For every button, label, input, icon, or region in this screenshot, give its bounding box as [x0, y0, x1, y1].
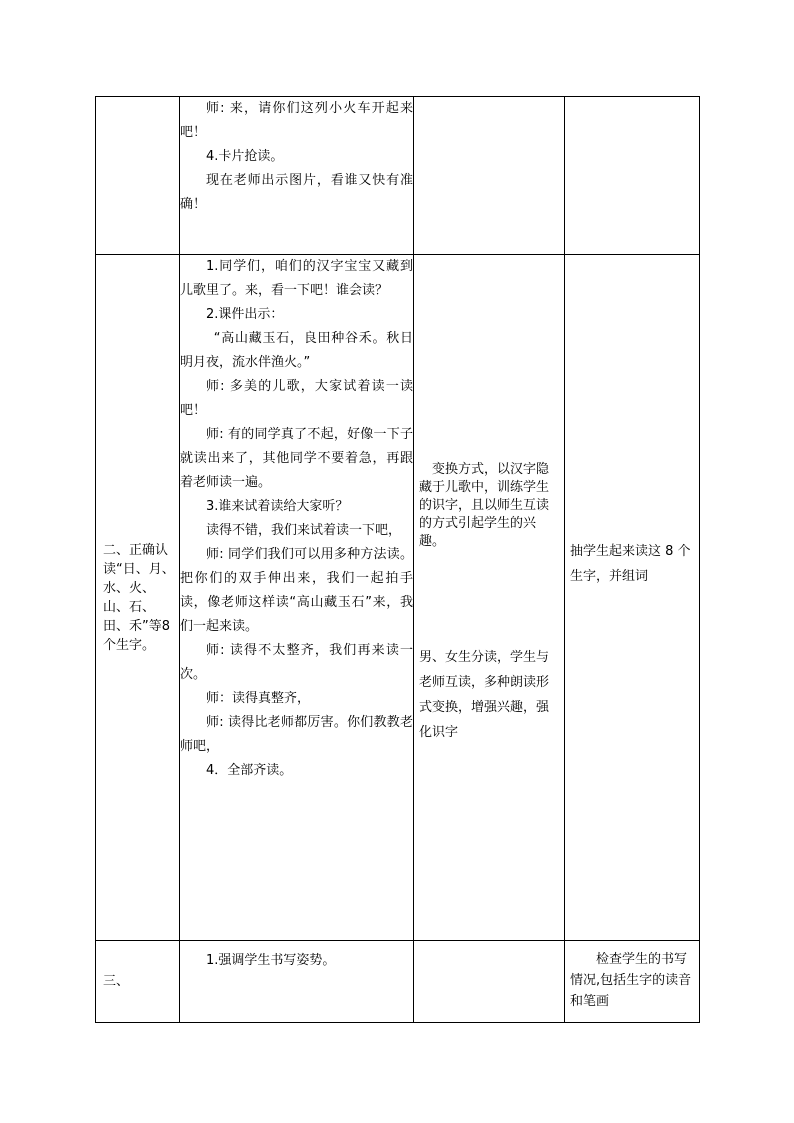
activity-paragraph: 师: 读得不太整齐，我们再来读一次。	[180, 643, 413, 682]
intent-cell	[414, 255, 565, 941]
table-row	[96, 255, 700, 941]
note-text: 抽学生起来读这 8 个生字，并组词	[570, 544, 691, 584]
table-row	[96, 97, 700, 255]
stage-cell	[96, 255, 180, 941]
intent-cell	[414, 97, 565, 255]
activity-paragraph: 师: 有的同学真了不起，好像一下子就读出来了，其他同学不要着急，再跟着老师读一遍。	[180, 427, 413, 490]
intent-text: 变换方式，以汉字隐藏于儿歌中，训练学生的识字，且以师生互读的方式引起学生的兴趣。	[419, 462, 550, 549]
activity-cell	[180, 97, 414, 255]
stage-cell	[96, 97, 180, 255]
intent-cell	[414, 941, 565, 1023]
note-cell	[565, 97, 700, 255]
activity-paragraph: 4.卡片抢读。	[206, 149, 284, 164]
activity-paragraph: 师：读得真整齐，	[206, 691, 311, 706]
note-cell	[565, 255, 700, 941]
activity-cell	[180, 941, 414, 1023]
activity-cell	[180, 255, 414, 941]
activity-paragraph: 2.课件出示：	[206, 307, 284, 322]
activity-paragraph: 读得不错，我们来试着读一下吧，	[206, 523, 402, 538]
stage-cell	[96, 941, 180, 1023]
activity-paragraph: 师: 多美的儿歌，大家试着读一读吧！	[180, 379, 413, 418]
activity-paragraph: 现在老师出示图片，看谁又快有准确！	[180, 173, 413, 212]
lesson-plan-table	[95, 96, 700, 1023]
activity-paragraph: 4．全部齐读。	[206, 763, 293, 778]
activity-paragraph: “高山藏玉石，良田种谷禾。秋日明月夜，流水伴渔火。”	[180, 331, 413, 370]
note-cell	[565, 941, 700, 1023]
activity-paragraph: 师: 同学们我们可以用多种方法读。把你们的双手伸出来，我们一起拍手读，像老师这样读“高山藏玉石”来，我们一起来读。	[180, 547, 413, 634]
stage-label: 二、正确认读“日、月、水、火、山、石、田、禾”等8个生字。	[103, 542, 175, 653]
activity-paragraph: 1.同学们，咱们的汉字宝宝又藏到儿歌里了。来，看一下吧！谁会读？	[180, 259, 413, 298]
activity-paragraph: 1.强调学生书写姿势。	[206, 953, 336, 968]
intent-text: 男、女生分读，学生与老师互读，多种朗读形式变换，增强兴趣，强化识字	[419, 650, 550, 740]
table-row	[96, 941, 700, 1023]
activity-paragraph: 师: 读得比老师都厉害。你们教教老师吧，	[180, 715, 413, 754]
stage-label: 三、	[103, 974, 130, 989]
activity-paragraph: 师: 来，请你们这列小火车开起来吧！	[180, 101, 413, 140]
activity-paragraph: 3.谁来试着读给大家听？	[206, 499, 349, 514]
note-text: 检查学生的书写情况,包括生字的读音和笔画	[570, 952, 692, 1009]
